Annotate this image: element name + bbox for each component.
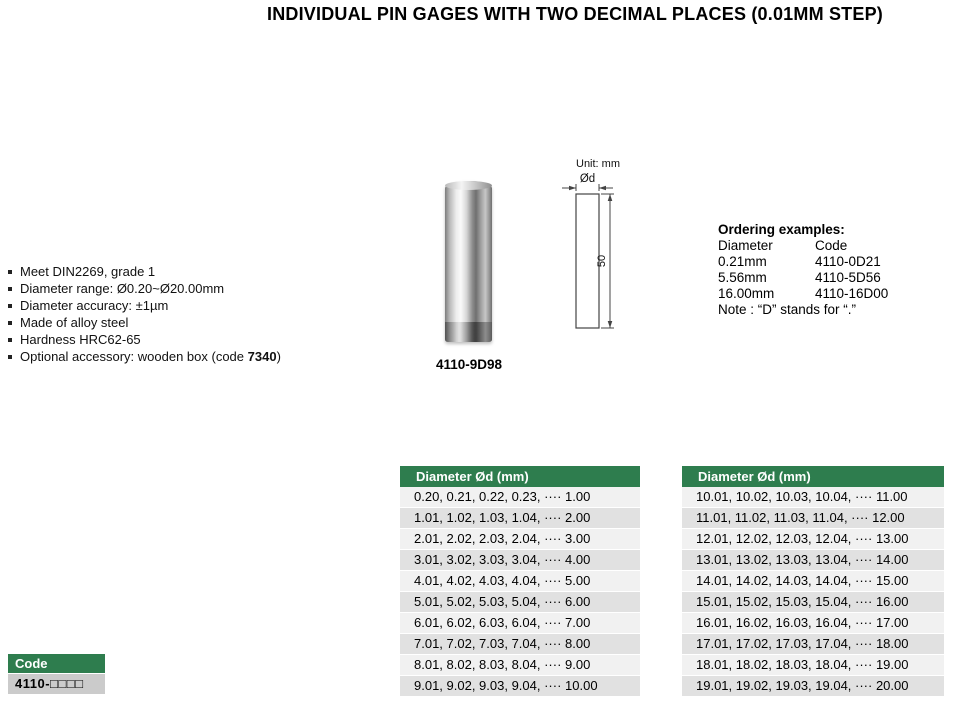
ordering-cell-diameter: 16.00mm (718, 286, 775, 301)
feature-item (8, 280, 281, 297)
feature-text: Optional accessory: wooden box (code 7340) (20, 349, 281, 364)
ordering-examples (718, 222, 888, 318)
arrow-icon (608, 321, 613, 328)
diameter-table-right (682, 466, 944, 697)
square-bullet-icon (8, 338, 12, 342)
table-header: Diameter Ød (mm) (682, 466, 944, 487)
ordering-cell-code: 4110-0D21 (815, 254, 881, 269)
table-row: 13.01, 13.02, 13.03, 13.04, ···· 14.00 (682, 550, 944, 571)
table-body (400, 487, 640, 697)
table-row: 8.01, 8.02, 8.03, 8.04, ···· 9.00 (400, 655, 640, 676)
arrow-icon (599, 186, 606, 191)
pin-bottom-shade (445, 322, 492, 342)
ordering-col-code: Code (815, 238, 848, 253)
page-title: INDIVIDUAL PIN GAGES WITH TWO DECIMAL PLACES (0.01MM STEP) (267, 4, 883, 24)
feature-item (8, 297, 281, 314)
table-row: 16.01, 16.02, 16.03, 16.04, ···· 17.00 (682, 613, 944, 634)
table-row: 0.20, 0.21, 0.22, 0.23, ···· 1.00 (400, 487, 640, 508)
ordering-cell-diameter: 5.56mm (718, 270, 767, 285)
square-bullet-icon (8, 287, 12, 291)
table-row: 19.01, 19.02, 19.03, 19.04, ···· 20.00 (682, 676, 944, 697)
table-row: 9.01, 9.02, 9.03, 9.04, ···· 10.00 (400, 676, 640, 697)
table-row: 2.01, 2.02, 2.03, 2.04, ···· 3.00 (400, 529, 640, 550)
arrow-icon (569, 186, 576, 191)
accessory-code: 7340 (247, 349, 277, 364)
feature-item (8, 314, 281, 331)
ordering-note: Note : “D” stands for “.” (718, 302, 857, 317)
table-row: 12.01, 12.02, 12.03, 12.04, ···· 13.00 (682, 529, 944, 550)
feature-item (8, 348, 281, 365)
diameter-dimension-label: Ød (579, 173, 596, 185)
table-row: 1.01, 1.02, 1.03, 1.04, ···· 2.00 (400, 508, 640, 529)
feature-item (8, 263, 281, 280)
code-block (8, 654, 105, 694)
pin-top-cap (445, 181, 492, 190)
table-body (682, 487, 944, 697)
ordering-heading: Ordering examples: (718, 222, 845, 237)
technical-drawing (558, 153, 653, 348)
feature-text: Hardness HRC62-65 (20, 332, 141, 347)
table-row: 3.01, 3.02, 3.03, 3.04, ···· 4.00 (400, 550, 640, 571)
code-header: Code (8, 654, 105, 673)
table-row: 10.01, 10.02, 10.03, 10.04, ···· 11.00 (682, 487, 944, 508)
arrow-icon (608, 194, 613, 201)
diameter-table-left (400, 466, 640, 697)
feature-text: Diameter range: Ø0.20~Ø20.00mm (20, 281, 225, 296)
table-row: 6.01, 6.02, 6.03, 6.04, ···· 7.00 (400, 613, 640, 634)
table-row: 15.01, 15.02, 15.03, 15.04, ···· 16.00 (682, 592, 944, 613)
table-row: 11.01, 11.02, 11.03, 11.04, ···· 12.00 (682, 508, 944, 529)
ordering-table (718, 238, 888, 302)
table-row: 17.01, 17.02, 17.03, 17.04, ···· 18.00 (682, 634, 944, 655)
code-value: 4110-□□□□ (8, 674, 105, 694)
length-dimension-label: 50 (596, 254, 608, 268)
square-bullet-icon (8, 355, 12, 359)
table-row: 4.01, 4.02, 4.03, 4.04, ···· 5.00 (400, 571, 640, 592)
ordering-cell-code: 4110-16D00 (815, 286, 889, 301)
table-row: 7.01, 7.02, 7.03, 7.04, ···· 8.00 (400, 634, 640, 655)
ordering-cell-code: 4110-5D56 (815, 270, 881, 285)
feature-text: Diameter accuracy: ±1µm (20, 298, 169, 313)
square-bullet-icon (8, 304, 12, 308)
unit-label: Unit: mm (576, 158, 620, 170)
feature-text: Meet DIN2269, grade 1 (20, 264, 156, 279)
ordering-cell-diameter: 0.21mm (718, 254, 767, 269)
pin-model-label: 4110-9D98 (435, 357, 503, 372)
pin-gage-photo (445, 181, 492, 342)
table-row: 5.01, 5.02, 5.03, 5.04, ···· 6.00 (400, 592, 640, 613)
feature-text: Made of alloy steel (20, 315, 129, 330)
square-bullet-icon (8, 270, 12, 274)
table-row: 14.01, 14.02, 14.03, 14.04, ···· 15.00 (682, 571, 944, 592)
square-bullet-icon (8, 321, 12, 325)
feature-item (8, 331, 281, 348)
ordering-col-diameter: Diameter (718, 238, 773, 253)
table-row: 18.01, 18.02, 18.03, 18.04, ···· 19.00 (682, 655, 944, 676)
table-header: Diameter Ød (mm) (400, 466, 640, 487)
feature-list (8, 263, 281, 365)
